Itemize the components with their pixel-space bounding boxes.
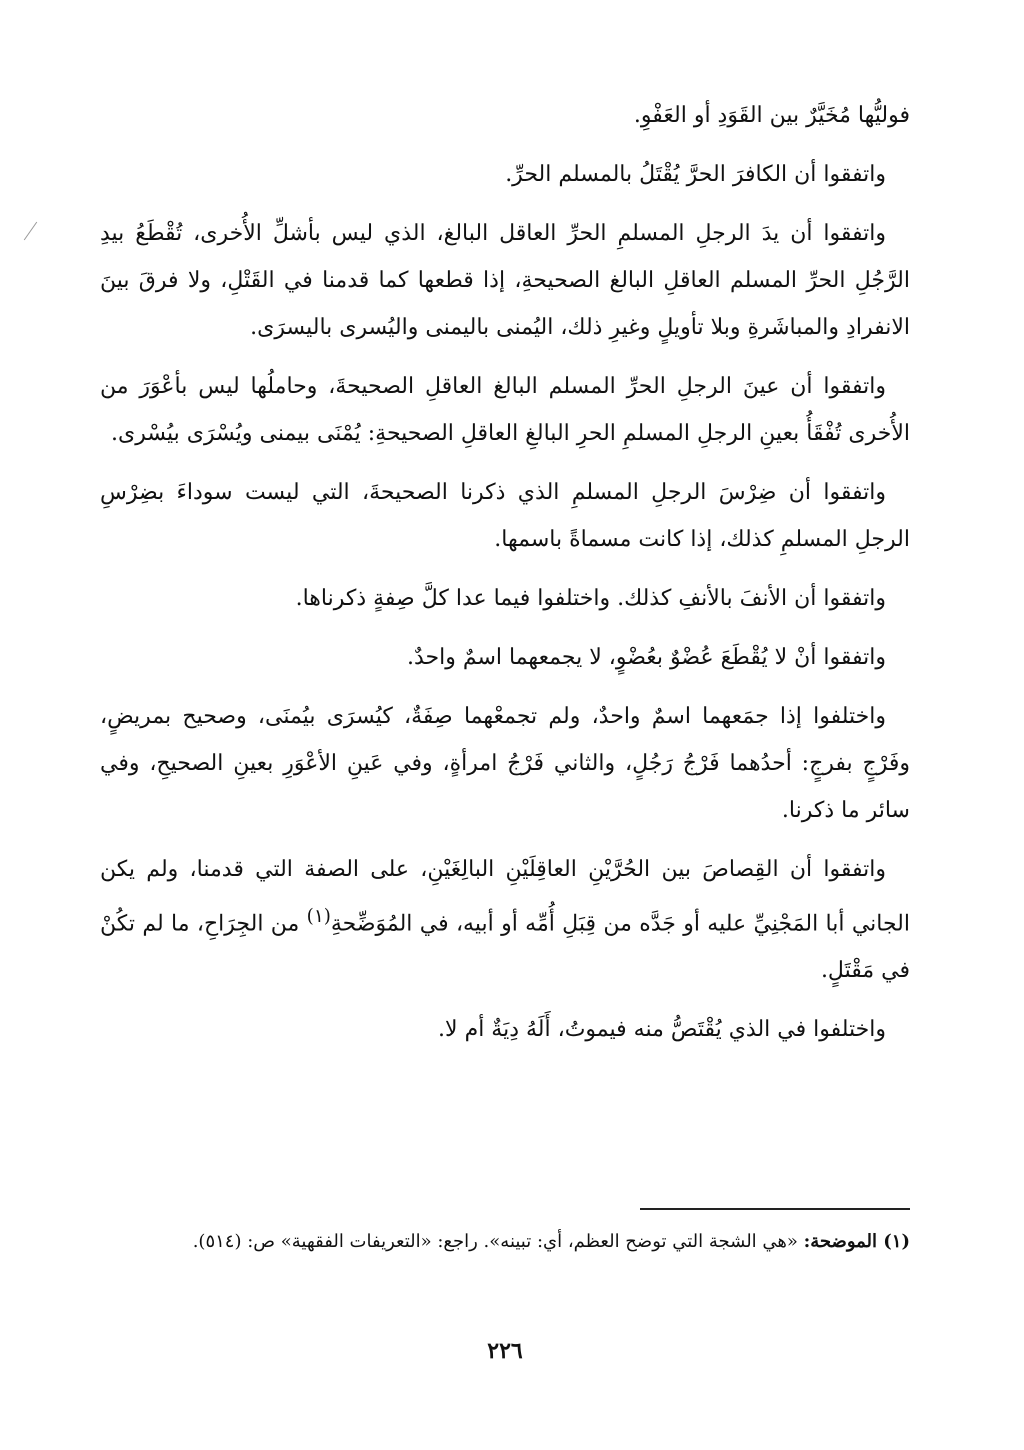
paragraph-2: واتفقوا أن الكافرَ الحرَّ يُقْتَلُ بالمسلم الحرِّ.: [505, 162, 886, 187]
paragraph-7: واتفقوا أنْ لا يُقْطَعَ عُضْوٌ بعُضْوٍ، لا يجمعهما اسمٌ واحدٌ.: [406, 645, 886, 670]
paragraph-8: واختلفوا إذا جمَعهما اسمٌ واحدٌ، ولم تجمعْهما صِفَةٌ، كيُسرَى بيُمنَى، وصحيح بمريضٍ، وفَرْجٍ بفرجٍ: أحدُهما فَرْجُ رَجُلٍ، والثاني فَرْجُ امرأةٍ، وفي عَينِ الأعْوَرِ بعينِ الصحيحِ، وفي سائر ما ذكرنا.: [100, 704, 910, 823]
paragraph-9: [100, 846, 910, 994]
paragraph-3: واتفقوا أن يدَ الرجلِ المسلمِ الحرِّ العاقل البالغ، الذي ليس بأشلِّ الأُخرى، تُقْطَعُ بيدِ الرَّجُلِ الحرِّ المسلم العاقلِ البالغ الصحيحةِ، إذا قطعها كما قدمنا في القَتْلِ، ولا فرقَ بينَ الانفرادِ والمباشَرةِ وبلا تأويلٍ وغيرِ ذلك، اليُمنى باليمنى واليُسرى باليسرَى.: [100, 221, 910, 340]
paragraph-10: واختلفوا في الذي يُقْتَصُّ منه فيموتُ، أَلَهُ دِيَةٌ أم لا.: [438, 1017, 886, 1043]
footnote-reference[interactable]: (١): [306, 906, 331, 927]
page-number: ٢٢٦: [487, 1338, 523, 1364]
paragraph-1: فوليُّها مُخَيَّرٌ بين القَوَدِ أو العَفْوِ.: [633, 103, 910, 128]
scan-mark: [24, 222, 37, 241]
paragraph-9-text: واتفقوا أن القِصاصَ بين الحُرَّيْنِ العاقِلَيْنِ البالِغَيْنِ، على الصفة التي قدمنا، ولم يكن الجاني أبا المَجْنِيِّ عليه أو جَدَّه من قِبَلِ أُمِّه أو أبيه، في المُوَضِّحةِ: [100, 857, 910, 937]
paragraph-4: واتفقوا أن عينَ الرجلِ الحرِّ المسلم البالغ العاقلِ الصحيحةَ، وحاملُها ليس بأعْوَرَ من الأُخرى تُفْقَأُ بعينِ الرجلِ المسلمِ الحرِ البالغِ العاقلِ الصحيحةِ: يُمْنَى بيمنى ويُسْرَى بيُسْرى.: [100, 374, 910, 446]
paragraph-6: واتفقوا أن الأنفَ بالأنفِ كذلك. واختلفوا فيما عدا كلَّ صِفةٍ ذكرناها.: [295, 586, 886, 611]
footnote-label: (١) الموضحة:: [803, 1231, 910, 1252]
document-page: [100, 92, 910, 1422]
main-text: [100, 92, 910, 1053]
footnote: [100, 1222, 910, 1262]
paragraph-9-tail: من الجِرَاحِ، ما لم تكُنْ في مَقْتَلٍ.: [100, 911, 910, 984]
paragraph-5: واتفقوا أن ضِرْسَ الرجلِ المسلمِ الذي ذكرنا الصحيحةَ، التي ليست سوداءَ بضِرْسِ الرجلِ المسلمِ كذلك، إذا كانت مسماةً باسمها.: [100, 480, 910, 552]
footnote-text: «هي الشجة التي توضح العظم، أي: تبينه». راجع: «التعريفات الفقهية» ص: (٥١٤).: [192, 1231, 804, 1252]
footnote-separator: [640, 1208, 910, 1210]
